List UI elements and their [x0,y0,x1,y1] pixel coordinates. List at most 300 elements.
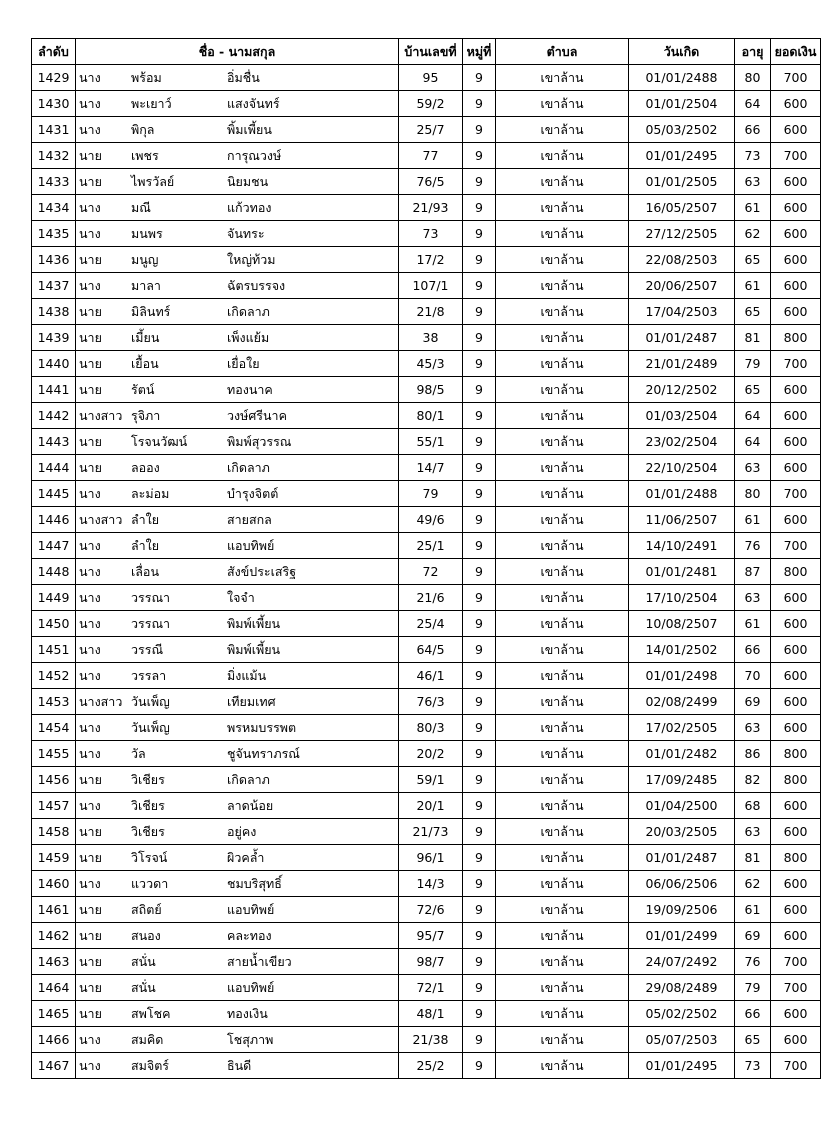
name-last: แอบทิพย์ [227,980,275,995]
name-last: แก้วทอง [227,200,272,215]
cell-dob: 20/03/2505 [629,819,735,845]
table-row [32,611,821,637]
cell-name [76,65,399,91]
cell-dob: 06/06/2506 [629,871,735,897]
cell-age: 81 [735,845,771,871]
cell-moo: 9 [463,715,496,741]
name-last: เพ็งแย้ม [227,330,270,345]
cell-tambon: เขาล้าน [496,923,629,949]
name-first: สนอง [131,928,161,943]
cell-name [76,429,399,455]
name-title: นาย [79,850,102,865]
cell-house: 21/8 [399,299,463,325]
cell-dob: 20/12/2502 [629,377,735,403]
table-row [32,845,821,871]
cell-moo: 9 [463,325,496,351]
name-first: พร้อม [131,70,162,85]
name-title: นางสาว [79,408,123,423]
name-title: นาง [79,122,101,137]
name-title: นาง [79,798,101,813]
name-title: นาง [79,590,101,605]
cell-no: 1436 [32,247,76,273]
cell-name [76,793,399,819]
cell-dob: 21/01/2489 [629,351,735,377]
cell-dob: 01/01/2505 [629,169,735,195]
cell-tambon: เขาล้าน [496,689,629,715]
name-title: นาง [79,96,101,111]
cell-tambon: เขาล้าน [496,975,629,1001]
cell-no: 1465 [32,1001,76,1027]
cell-house: 20/2 [399,741,463,767]
name-first: สมจิตร์ [131,1058,170,1073]
cell-no: 1440 [32,351,76,377]
name-last: ฉัตรบรรจง [227,278,286,293]
name-title: นาย [79,434,102,449]
name-title: นาง [79,564,101,579]
cell-amount: 600 [771,793,821,819]
cell-age: 61 [735,195,771,221]
cell-dob: 11/06/2507 [629,507,735,533]
name-last: พิมพ์เพี้ยน [227,616,281,631]
cell-age: 64 [735,91,771,117]
name-last: นิยมชน [227,174,269,189]
cell-no: 1463 [32,949,76,975]
cell-name [76,767,399,793]
cell-moo: 9 [463,481,496,507]
name-first: ลำใย [131,538,160,553]
name-first: วันเพ็ญ [131,720,170,735]
cell-age: 66 [735,1001,771,1027]
cell-house: 72/6 [399,897,463,923]
cell-house: 25/4 [399,611,463,637]
name-title: นาย [79,954,102,969]
cell-name [76,1053,399,1079]
cell-moo: 9 [463,663,496,689]
cell-no: 1433 [32,169,76,195]
header-no: ลำดับ [32,39,76,65]
cell-no: 1441 [32,377,76,403]
cell-house: 14/3 [399,871,463,897]
cell-amount: 600 [771,923,821,949]
name-last: เกิดลาภ [227,304,270,319]
cell-house: 46/1 [399,663,463,689]
name-first: มาลา [131,278,161,293]
cell-name [76,611,399,637]
cell-age: 82 [735,767,771,793]
cell-name [76,117,399,143]
cell-name [76,845,399,871]
cell-tambon: เขาล้าน [496,403,629,429]
cell-house: 95 [399,65,463,91]
name-title: นาง [79,746,101,761]
cell-age: 63 [735,169,771,195]
table-row [32,533,821,559]
cell-age: 76 [735,949,771,975]
cell-moo: 9 [463,559,496,585]
cell-tambon: เขาล้าน [496,455,629,481]
table-row [32,1001,821,1027]
name-last: ทองนาค [227,382,273,397]
cell-age: 69 [735,923,771,949]
name-last: ชูจันทราภรณ์ [227,746,300,761]
name-title: นาย [79,980,102,995]
cell-dob: 24/07/2492 [629,949,735,975]
table-row [32,689,821,715]
cell-amount: 600 [771,221,821,247]
cell-moo: 9 [463,247,496,273]
name-last: เกิดลาภ [227,772,270,787]
name-first: วรรณา [131,616,171,631]
name-last: ชมบริสุทธิ์ [227,876,282,891]
name-first: ลออง [131,460,160,475]
cell-moo: 9 [463,65,496,91]
cell-moo: 9 [463,897,496,923]
table-row [32,429,821,455]
cell-moo: 9 [463,507,496,533]
table-row [32,871,821,897]
cell-amount: 600 [771,897,821,923]
cell-dob: 01/01/2495 [629,143,735,169]
name-title: นาง [79,720,101,735]
table-row [32,585,821,611]
cell-amount: 600 [771,637,821,663]
header-moo: หมู่ที่ [463,39,496,65]
name-title: นาง [79,668,101,683]
cell-age: 65 [735,299,771,325]
cell-dob: 16/05/2507 [629,195,735,221]
cell-house: 96/1 [399,845,463,871]
header-dob: วันเกิด [629,39,735,65]
cell-house: 45/3 [399,351,463,377]
table-row [32,975,821,1001]
table-row [32,117,821,143]
cell-amount: 600 [771,689,821,715]
name-first: มนพร [131,226,163,241]
cell-age: 63 [735,585,771,611]
cell-house: 25/1 [399,533,463,559]
cell-dob: 01/03/2504 [629,403,735,429]
cell-moo: 9 [463,975,496,1001]
header-amount: ยอดเงิน [771,39,821,65]
cell-age: 65 [735,1027,771,1053]
name-last: สังข์ประเสริฐ [227,564,297,579]
cell-no: 1458 [32,819,76,845]
cell-tambon: เขาล้าน [496,949,629,975]
cell-amount: 600 [771,1001,821,1027]
cell-tambon: เขาล้าน [496,611,629,637]
table-row [32,403,821,429]
cell-amount: 600 [771,663,821,689]
name-title: นางสาว [79,694,123,709]
cell-no: 1446 [32,507,76,533]
name-last: สายน้ำเขียว [227,954,292,969]
name-first: โรจนวัฒน์ [131,434,188,449]
cell-age: 79 [735,351,771,377]
name-last: พรหมบรรพต [227,720,297,735]
cell-age: 61 [735,897,771,923]
cell-age: 76 [735,533,771,559]
cell-house: 21/6 [399,585,463,611]
cell-amount: 700 [771,143,821,169]
name-last: การุณวงษ์ [227,148,282,163]
name-last: เทียมเทศ [227,694,276,709]
name-first: ละม่อม [131,486,170,501]
name-first: วิเชียร [131,772,165,787]
name-last: อิ่มชื่น [227,70,260,85]
name-first: วัล [131,746,146,761]
cell-no: 1464 [32,975,76,1001]
cell-no: 1450 [32,611,76,637]
cell-tambon: เขาล้าน [496,1027,629,1053]
name-last: เยื่อใย [227,356,260,371]
name-first: แววดา [131,876,169,891]
name-last: คละทอง [227,928,272,943]
name-last: จันทระ [227,226,265,241]
cell-tambon: เขาล้าน [496,507,629,533]
cell-tambon: เขาล้าน [496,143,629,169]
table-row [32,507,821,533]
cell-house: 64/5 [399,637,463,663]
cell-amount: 700 [771,949,821,975]
cell-age: 65 [735,247,771,273]
cell-amount: 600 [771,247,821,273]
name-last: พิ้มเพี้ยน [227,122,272,137]
cell-age: 86 [735,741,771,767]
cell-amount: 600 [771,91,821,117]
cell-no: 1447 [32,533,76,559]
cell-house: 98/7 [399,949,463,975]
cell-moo: 9 [463,1053,496,1079]
cell-dob: 01/01/2498 [629,663,735,689]
cell-no: 1430 [32,91,76,117]
cell-amount: 700 [771,1053,821,1079]
cell-amount: 600 [771,429,821,455]
name-title: นาง [79,616,101,631]
cell-age: 66 [735,117,771,143]
cell-age: 62 [735,871,771,897]
name-title: นาง [79,70,101,85]
cell-moo: 9 [463,533,496,559]
name-last: ผิวคล้ำ [227,850,265,865]
cell-no: 1449 [32,585,76,611]
cell-tambon: เขาล้าน [496,533,629,559]
cell-moo: 9 [463,819,496,845]
name-title: นาย [79,174,102,189]
cell-name [76,819,399,845]
cell-dob: 01/01/2495 [629,1053,735,1079]
name-last: พิมพ์สุวรรณ [227,434,292,449]
name-last: ใหญ่ท้วม [227,252,276,267]
cell-moo: 9 [463,429,496,455]
cell-no: 1467 [32,1053,76,1079]
cell-tambon: เขาล้าน [496,325,629,351]
cell-amount: 600 [771,819,821,845]
cell-tambon: เขาล้าน [496,65,629,91]
name-title: นาย [79,1006,102,1021]
table-row [32,663,821,689]
cell-tambon: เขาล้าน [496,429,629,455]
table-row [32,793,821,819]
table-row [32,767,821,793]
table-row [32,455,821,481]
cell-amount: 600 [771,299,821,325]
name-first: วิเชียร [131,824,165,839]
cell-moo: 9 [463,1027,496,1053]
cell-dob: 23/02/2504 [629,429,735,455]
cell-tambon: เขาล้าน [496,299,629,325]
cell-no: 1454 [32,715,76,741]
cell-dob: 01/01/2488 [629,65,735,91]
cell-house: 80/1 [399,403,463,429]
name-last: พิมพ์เพี้ยน [227,642,281,657]
cell-name [76,689,399,715]
cell-age: 65 [735,377,771,403]
table-row [32,351,821,377]
name-last: บำรุงจิตต์ [227,486,279,501]
cell-house: 21/38 [399,1027,463,1053]
cell-name [76,923,399,949]
cell-moo: 9 [463,117,496,143]
cell-house: 76/5 [399,169,463,195]
name-last: สายสกล [227,512,272,527]
cell-house: 76/3 [399,689,463,715]
cell-moo: 9 [463,767,496,793]
cell-house: 21/73 [399,819,463,845]
cell-name [76,1027,399,1053]
cell-moo: 9 [463,91,496,117]
cell-tambon: เขาล้าน [496,871,629,897]
cell-moo: 9 [463,637,496,663]
cell-amount: 600 [771,871,821,897]
cell-dob: 01/01/2487 [629,845,735,871]
cell-name [76,663,399,689]
cell-no: 1452 [32,663,76,689]
cell-name [76,871,399,897]
roster-table [31,38,821,1079]
cell-tambon: เขาล้าน [496,169,629,195]
name-first: เมี้ยน [131,330,160,345]
cell-moo: 9 [463,403,496,429]
cell-amount: 700 [771,351,821,377]
cell-name [76,481,399,507]
cell-no: 1445 [32,481,76,507]
name-title: นาย [79,330,102,345]
cell-name [76,169,399,195]
cell-house: 21/93 [399,195,463,221]
table-row [32,819,821,845]
cell-house: 79 [399,481,463,507]
name-last: ใจจำ [227,590,255,605]
name-title: นาย [79,148,102,163]
cell-no: 1451 [32,637,76,663]
name-title: นาย [79,356,102,371]
cell-no: 1431 [32,117,76,143]
cell-name [76,221,399,247]
cell-amount: 600 [771,611,821,637]
cell-no: 1432 [32,143,76,169]
cell-name [76,741,399,767]
cell-tambon: เขาล้าน [496,793,629,819]
cell-amount: 800 [771,741,821,767]
cell-tambon: เขาล้าน [496,585,629,611]
cell-age: 64 [735,429,771,455]
cell-amount: 600 [771,1027,821,1053]
cell-dob: 01/01/2487 [629,325,735,351]
cell-dob: 01/01/2504 [629,91,735,117]
cell-dob: 10/08/2507 [629,611,735,637]
cell-moo: 9 [463,845,496,871]
cell-no: 1429 [32,65,76,91]
cell-age: 66 [735,637,771,663]
cell-moo: 9 [463,741,496,767]
name-title: นาย [79,382,102,397]
name-title: นาย [79,772,102,787]
cell-name [76,585,399,611]
name-first: สถิตย์ [131,902,162,917]
cell-moo: 9 [463,143,496,169]
cell-moo: 9 [463,455,496,481]
cell-tambon: เขาล้าน [496,1053,629,1079]
cell-house: 25/2 [399,1053,463,1079]
cell-no: 1456 [32,767,76,793]
cell-house: 38 [399,325,463,351]
cell-moo: 9 [463,923,496,949]
cell-house: 77 [399,143,463,169]
cell-amount: 700 [771,65,821,91]
cell-name [76,351,399,377]
cell-dob: 17/04/2503 [629,299,735,325]
cell-dob: 01/01/2482 [629,741,735,767]
cell-amount: 600 [771,169,821,195]
cell-amount: 600 [771,117,821,143]
cell-moo: 9 [463,585,496,611]
cell-age: 69 [735,689,771,715]
name-first: สนั่น [131,980,156,995]
cell-age: 73 [735,1053,771,1079]
name-first: วรรณี [131,642,164,657]
name-last: แอบทิพย์ [227,538,275,553]
cell-name [76,273,399,299]
cell-amount: 800 [771,845,821,871]
cell-house: 107/1 [399,273,463,299]
cell-no: 1461 [32,897,76,923]
name-first: วรรลา [131,668,167,683]
cell-no: 1438 [32,299,76,325]
cell-no: 1462 [32,923,76,949]
cell-tambon: เขาล้าน [496,117,629,143]
name-title: นาย [79,460,102,475]
cell-dob: 19/09/2506 [629,897,735,923]
name-first: วันเพ็ญ [131,694,170,709]
cell-house: 48/1 [399,1001,463,1027]
cell-age: 70 [735,663,771,689]
cell-age: 61 [735,273,771,299]
cell-amount: 700 [771,481,821,507]
cell-name [76,195,399,221]
cell-moo: 9 [463,351,496,377]
cell-house: 72 [399,559,463,585]
cell-amount: 600 [771,403,821,429]
name-title: นาย [79,252,102,267]
table-row [32,169,821,195]
name-first: พะเยาว์ [131,96,172,111]
cell-dob: 17/10/2504 [629,585,735,611]
cell-house: 20/1 [399,793,463,819]
cell-house: 98/5 [399,377,463,403]
cell-tambon: เขาล้าน [496,351,629,377]
table-row [32,325,821,351]
cell-dob: 14/10/2491 [629,533,735,559]
